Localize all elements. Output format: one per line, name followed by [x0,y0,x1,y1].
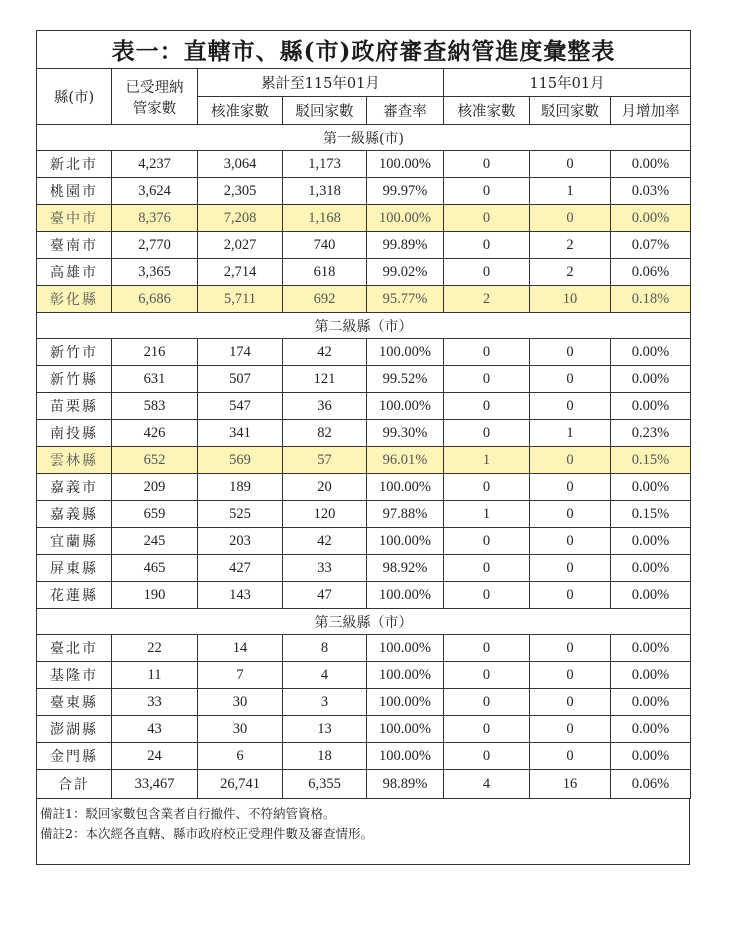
month-approved-cell: 0 [444,366,530,393]
county-name-cell: 高雄市 [37,259,112,286]
month-approved-cell: 0 [444,474,530,501]
rejected-count-cell: 42 [283,339,367,366]
received-count-cell: 583 [112,393,198,420]
monthly-increase-cell: 0.06% [611,259,691,286]
table-row [37,716,691,743]
review-rate-cell: 96.01% [367,447,444,474]
county-name-cell: 新竹市 [37,339,112,366]
rejected-count-cell: 47 [283,582,367,609]
approved-count-cell: 143 [198,582,283,609]
received-count-cell: 11 [112,662,198,689]
table-row [37,689,691,716]
county-name-cell: 苗栗縣 [37,393,112,420]
approved-count-cell: 30 [198,716,283,743]
rejected-count-cell: 13 [283,716,367,743]
rejected-count-cell: 18 [283,743,367,770]
approved-count-cell: 569 [198,447,283,474]
county-name-cell: 嘉義縣 [37,501,112,528]
table-row-highlighted [37,286,691,313]
approved-count-cell: 14 [198,635,283,662]
table-row [37,474,691,501]
header-month-rejected: 駁回家數 [530,97,611,125]
approved-count-cell: 547 [198,393,283,420]
month-approved-cell: 0 [444,528,530,555]
monthly-increase-cell: 0.00% [611,366,691,393]
section-row [37,609,691,635]
header-received-line1: 已受理納 [125,79,184,96]
month-approved-cell: 0 [444,393,530,420]
month-rejected-cell: 0 [530,689,611,716]
monthly-increase-cell: 0.07% [611,232,691,259]
header-received [112,69,198,125]
month-rejected-cell: 0 [530,743,611,770]
review-rate-cell: 100.00% [367,393,444,420]
received-count-cell: 33 [112,689,198,716]
rejected-count-cell: 42 [283,528,367,555]
section-label: 第三級縣（市） [37,609,691,635]
approved-count-cell: 174 [198,339,283,366]
table-row [37,743,691,770]
monthly-increase-cell: 0.00% [611,393,691,420]
month-approved-cell: 0 [444,743,530,770]
section-label: 第一級縣(市) [37,125,691,151]
header-rejected: 駁回家數 [283,97,367,125]
county-name-cell: 屏東縣 [37,555,112,582]
rejected-count-cell: 1,168 [283,205,367,232]
table-title: 表一：直轄市、縣(市)政府審查納管進度彙整表 [37,31,691,69]
table-row [37,366,691,393]
county-name-cell: 宜蘭縣 [37,528,112,555]
county-name-cell: 臺北市 [37,635,112,662]
month-rejected-cell: 0 [530,366,611,393]
total-row [37,770,691,799]
table-row [37,635,691,662]
received-count-cell: 33,467 [112,770,198,799]
review-rate-cell: 100.00% [367,528,444,555]
review-rate-cell: 100.00% [367,689,444,716]
month-rejected-cell: 0 [530,474,611,501]
rejected-count-cell: 1,173 [283,151,367,178]
received-count-cell: 43 [112,716,198,743]
approved-count-cell: 3,064 [198,151,283,178]
month-rejected-cell: 0 [530,555,611,582]
month-approved-cell: 0 [444,635,530,662]
received-count-cell: 652 [112,447,198,474]
table-row [37,232,691,259]
table-row [37,662,691,689]
month-approved-cell: 4 [444,770,530,799]
month-approved-cell: 0 [444,662,530,689]
county-name-cell: 臺南市 [37,232,112,259]
approved-count-cell: 525 [198,501,283,528]
county-name-cell: 南投縣 [37,420,112,447]
month-approved-cell: 0 [444,151,530,178]
table-row [37,393,691,420]
county-name-cell: 基隆市 [37,662,112,689]
month-rejected-cell: 0 [530,205,611,232]
table-row-highlighted [37,447,691,474]
header-month-group: 115年01月 [444,69,691,97]
month-approved-cell: 0 [444,232,530,259]
header-county: 縣(市) [37,69,112,125]
received-count-cell: 3,624 [112,178,198,205]
approved-count-cell: 2,714 [198,259,283,286]
header-monthly-increase: 月增加率 [611,97,691,125]
county-name-cell: 雲林縣 [37,447,112,474]
received-count-cell: 8,376 [112,205,198,232]
month-approved-cell: 0 [444,205,530,232]
monthly-increase-cell: 0.23% [611,420,691,447]
review-rate-cell: 100.00% [367,662,444,689]
review-rate-cell: 99.30% [367,420,444,447]
approved-count-cell: 26,741 [198,770,283,799]
review-rate-cell: 97.88% [367,501,444,528]
approved-count-cell: 427 [198,555,283,582]
rejected-count-cell: 33 [283,555,367,582]
received-count-cell: 3,365 [112,259,198,286]
received-count-cell: 216 [112,339,198,366]
received-count-cell: 24 [112,743,198,770]
review-rate-cell: 100.00% [367,743,444,770]
month-rejected-cell: 0 [530,716,611,743]
approved-count-cell: 30 [198,689,283,716]
review-rate-cell: 100.00% [367,716,444,743]
county-name-cell: 金門縣 [37,743,112,770]
rejected-count-cell: 57 [283,447,367,474]
month-approved-cell: 0 [444,178,530,205]
table-row-highlighted [37,205,691,232]
rejected-count-cell: 8 [283,635,367,662]
review-rate-cell: 100.00% [367,582,444,609]
county-name-cell: 臺東縣 [37,689,112,716]
note-1: 備註1：駁回家數包含業者自行撤件、不符納管資格。 [40,806,336,821]
section-row [37,125,691,151]
monthly-increase-cell: 0.03% [611,178,691,205]
received-count-cell: 22 [112,635,198,662]
review-rate-cell: 99.02% [367,259,444,286]
rejected-count-cell: 618 [283,259,367,286]
monthly-increase-cell: 0.00% [611,151,691,178]
rejected-count-cell: 20 [283,474,367,501]
approved-count-cell: 341 [198,420,283,447]
month-rejected-cell: 10 [530,286,611,313]
monthly-increase-cell: 0.06% [611,770,691,799]
month-rejected-cell: 16 [530,770,611,799]
rejected-count-cell: 36 [283,393,367,420]
review-rate-cell: 98.89% [367,770,444,799]
monthly-increase-cell: 0.00% [611,582,691,609]
review-rate-cell: 100.00% [367,339,444,366]
table-row [37,420,691,447]
monthly-increase-cell: 0.00% [611,662,691,689]
review-rate-cell: 99.52% [367,366,444,393]
review-rate-cell: 99.97% [367,178,444,205]
rejected-count-cell: 740 [283,232,367,259]
monthly-increase-cell: 0.18% [611,286,691,313]
month-rejected-cell: 0 [530,339,611,366]
summary-table-document [36,30,690,865]
rejected-count-cell: 1,318 [283,178,367,205]
section-label: 第二級縣（市） [37,313,691,339]
approved-count-cell: 203 [198,528,283,555]
month-approved-cell: 0 [444,420,530,447]
county-name-cell: 澎湖縣 [37,716,112,743]
month-rejected-cell: 2 [530,259,611,286]
received-count-cell: 659 [112,501,198,528]
month-rejected-cell: 0 [530,151,611,178]
approved-count-cell: 6 [198,743,283,770]
table-row [37,582,691,609]
monthly-increase-cell: 0.00% [611,339,691,366]
table-row [37,339,691,366]
county-name-cell: 桃園市 [37,178,112,205]
header-month-approved: 核准家數 [444,97,530,125]
rejected-count-cell: 3 [283,689,367,716]
county-name-cell: 嘉義市 [37,474,112,501]
month-rejected-cell: 0 [530,528,611,555]
header-approved: 核准家數 [198,97,283,125]
month-rejected-cell: 0 [530,582,611,609]
month-approved-cell: 0 [444,339,530,366]
rejected-count-cell: 121 [283,366,367,393]
review-rate-cell: 100.00% [367,635,444,662]
title-row [37,31,691,69]
received-count-cell: 465 [112,555,198,582]
rejected-count-cell: 6,355 [283,770,367,799]
month-approved-cell: 0 [444,716,530,743]
county-name-cell: 新竹縣 [37,366,112,393]
table-row [37,501,691,528]
month-rejected-cell: 1 [530,178,611,205]
received-count-cell: 631 [112,366,198,393]
review-progress-table [36,30,691,799]
month-approved-cell: 0 [444,259,530,286]
table-body [37,125,691,799]
approved-count-cell: 189 [198,474,283,501]
monthly-increase-cell: 0.15% [611,447,691,474]
table-row [37,151,691,178]
review-rate-cell: 100.00% [367,474,444,501]
received-count-cell: 426 [112,420,198,447]
approved-count-cell: 2,305 [198,178,283,205]
received-count-cell: 190 [112,582,198,609]
table-row [37,528,691,555]
monthly-increase-cell: 0.00% [611,689,691,716]
received-count-cell: 245 [112,528,198,555]
received-count-cell: 4,237 [112,151,198,178]
review-rate-cell: 99.89% [367,232,444,259]
header-row-1 [37,69,691,97]
month-rejected-cell: 2 [530,232,611,259]
monthly-increase-cell: 0.15% [611,501,691,528]
monthly-increase-cell: 0.00% [611,474,691,501]
county-name-cell: 彰化縣 [37,286,112,313]
rejected-count-cell: 4 [283,662,367,689]
review-rate-cell: 95.77% [367,286,444,313]
month-approved-cell: 1 [444,501,530,528]
rejected-count-cell: 82 [283,420,367,447]
notes-box [36,799,690,865]
section-row [37,313,691,339]
month-approved-cell: 0 [444,582,530,609]
month-rejected-cell: 0 [530,393,611,420]
header-received-line2: 管家數 [132,100,177,117]
month-rejected-cell: 0 [530,447,611,474]
review-rate-cell: 100.00% [367,151,444,178]
month-approved-cell: 0 [444,689,530,716]
received-count-cell: 209 [112,474,198,501]
month-approved-cell: 2 [444,286,530,313]
note-2: 備註2：本次經各直轄、縣市政府校正受理件數及審查情形。 [40,826,373,841]
month-rejected-cell: 0 [530,501,611,528]
received-count-cell: 6,686 [112,286,198,313]
monthly-increase-cell: 0.00% [611,555,691,582]
rejected-count-cell: 120 [283,501,367,528]
county-name-cell: 臺中市 [37,205,112,232]
month-rejected-cell: 0 [530,635,611,662]
monthly-increase-cell: 0.00% [611,205,691,232]
month-approved-cell: 0 [444,555,530,582]
monthly-increase-cell: 0.00% [611,743,691,770]
monthly-increase-cell: 0.00% [611,635,691,662]
approved-count-cell: 2,027 [198,232,283,259]
county-name-cell: 合計 [37,770,112,799]
review-rate-cell: 98.92% [367,555,444,582]
table-row [37,178,691,205]
monthly-increase-cell: 0.00% [611,716,691,743]
approved-count-cell: 5,711 [198,286,283,313]
county-name-cell: 花蓮縣 [37,582,112,609]
approved-count-cell: 507 [198,366,283,393]
month-rejected-cell: 1 [530,420,611,447]
header-review-rate: 審查率 [367,97,444,125]
header-cumulative-group: 累計至115年01月 [198,69,444,97]
review-rate-cell: 100.00% [367,205,444,232]
approved-count-cell: 7,208 [198,205,283,232]
rejected-count-cell: 692 [283,286,367,313]
monthly-increase-cell: 0.00% [611,528,691,555]
month-approved-cell: 1 [444,447,530,474]
county-name-cell: 新北市 [37,151,112,178]
received-count-cell: 2,770 [112,232,198,259]
table-row [37,555,691,582]
month-rejected-cell: 0 [530,662,611,689]
approved-count-cell: 7 [198,662,283,689]
table-row [37,259,691,286]
